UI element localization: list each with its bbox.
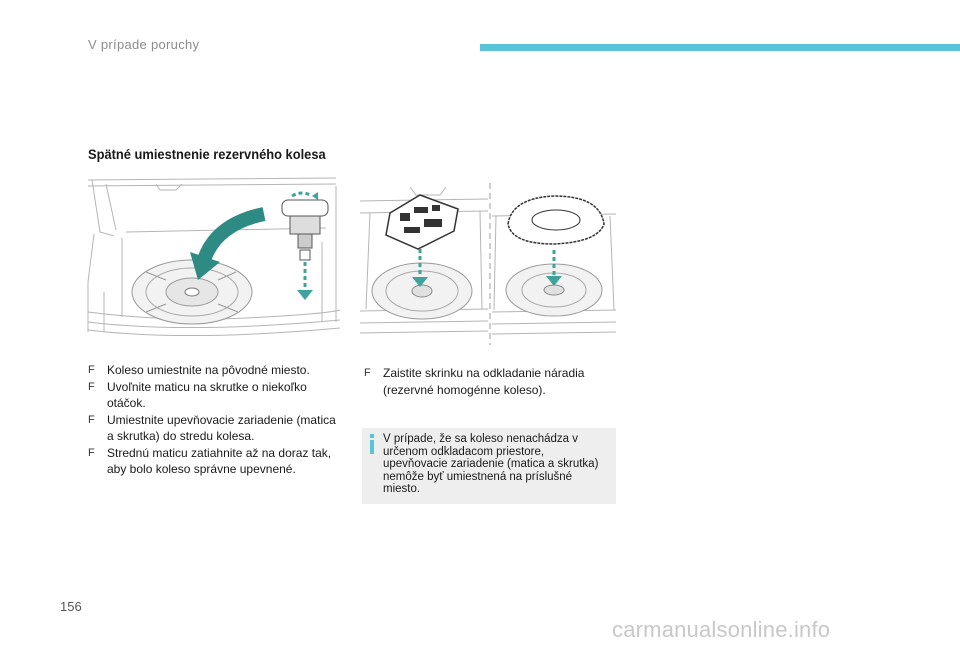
- list-item: [88, 412, 342, 445]
- spare-wheel-illustration: [86, 172, 342, 346]
- page-number: 156: [60, 599, 82, 614]
- step-text: Uvoľnite maticu na skrutke o niekoľko otáčok.: [107, 379, 307, 410]
- step-text: Koleso umiestnite na pôvodné miesto.: [107, 363, 310, 377]
- info-note: [362, 428, 616, 504]
- bullet-marker: F: [88, 446, 95, 459]
- step-text: Zaistite skrinku na odkladanie náradia (rezervné homogénne koleso).: [383, 366, 585, 397]
- bullet-marker: F: [364, 367, 371, 379]
- tool-box-illustration: [360, 183, 490, 345]
- right-steps-list: [364, 365, 602, 399]
- wheel-cover-illustration: [492, 190, 618, 345]
- page-title: Spätné umiestnenie rezervného kolesa: [88, 146, 326, 162]
- list-item: [88, 379, 342, 412]
- bullet-marker: F: [88, 413, 95, 426]
- info-note-text: V prípade, že sa koleso nenachádza v určenom odkladacom priestore, upevňovacie zariadenie (matica a skrutka) nemôže byť umiestnená na príslušné miesto.: [383, 433, 599, 495]
- step-text: Umiestnite upevňovacie zariadenie (matica a skrutka) do stredu kolesa.: [107, 412, 336, 443]
- list-item: [88, 362, 342, 379]
- watermark: carmanualsonline.info: [612, 617, 831, 642]
- left-steps-list: [88, 362, 342, 478]
- step-text: Strednú maticu zatiahnite až na doraz tak, aby bolo koleso správne upevnené.: [107, 445, 332, 476]
- info-icon: [368, 434, 376, 459]
- list-item: [88, 445, 342, 478]
- bullet-marker: F: [88, 380, 95, 393]
- section-header-title: V prípade poruchy: [88, 37, 200, 52]
- list-item: [364, 365, 602, 399]
- header-accent-bar: [480, 44, 960, 51]
- bullet-marker: F: [88, 364, 95, 376]
